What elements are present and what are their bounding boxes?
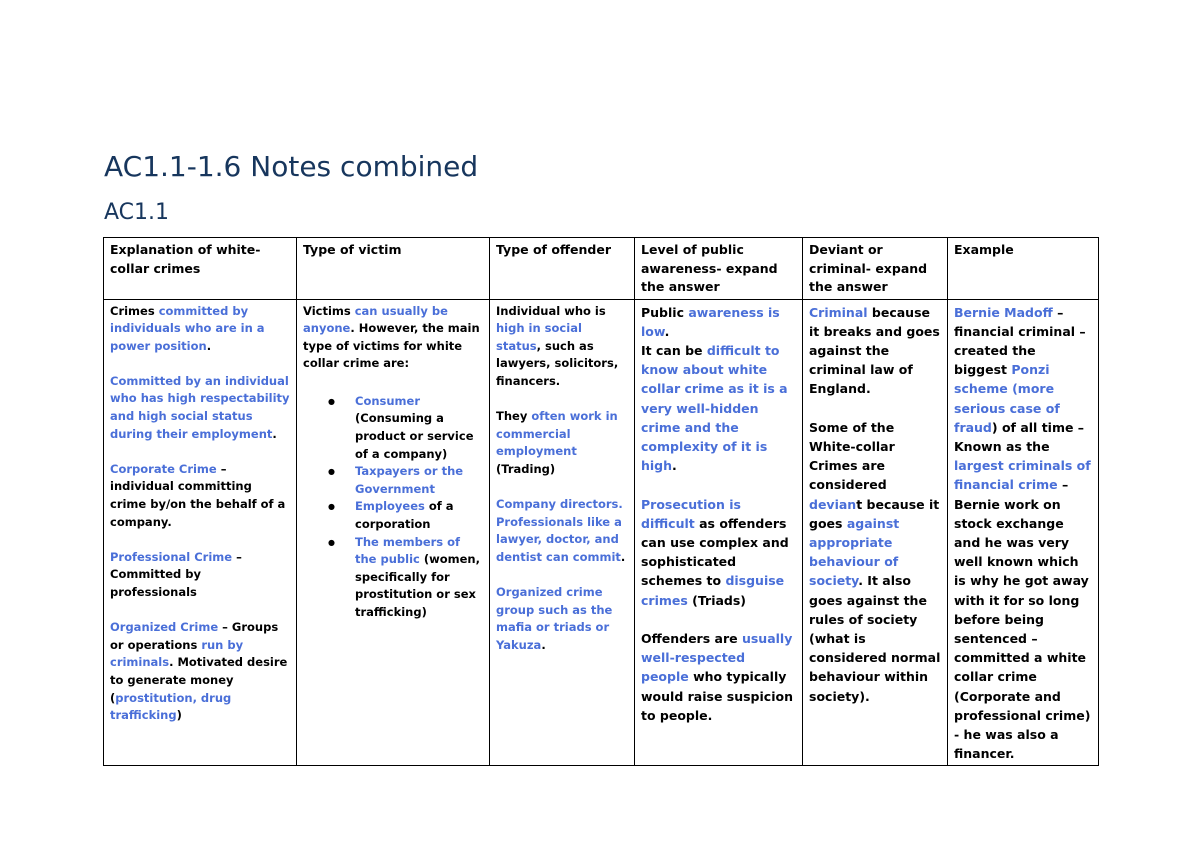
text-run: . xyxy=(672,458,677,474)
highlight-text: can usually be anyone xyxy=(303,303,448,336)
explanation-paragraph xyxy=(110,619,290,725)
highlight-text: committed by individuals who are in a power position xyxy=(110,303,265,353)
offender-paragraph xyxy=(496,496,628,566)
explanation-paragraph xyxy=(110,549,290,602)
text-run: It can be xyxy=(641,342,707,358)
text-run: – financial criminal – created the biggest xyxy=(954,304,1086,378)
highlight-text: Ponzi scheme (more serious case of fraud xyxy=(954,362,1060,435)
list-item xyxy=(355,534,483,622)
text-run: . xyxy=(620,549,626,564)
victim-list xyxy=(303,393,483,622)
text-run: ) of all time – Known as the xyxy=(954,419,1085,454)
table-row xyxy=(104,299,1099,766)
text-run: because it breaks and goes against the criminal law of England. xyxy=(809,304,940,397)
deviant-paragraph xyxy=(809,418,941,706)
text-run: They xyxy=(496,409,532,424)
text-run: ) xyxy=(176,708,182,723)
header-explanation: Explanation of white-collar crimes xyxy=(104,238,297,300)
explanation-paragraph xyxy=(110,303,290,356)
header-type-of-victim: Type of victim xyxy=(297,238,490,300)
highlight-text: Professional Crime xyxy=(110,549,233,564)
header-type-of-offender: Type of offender xyxy=(490,238,635,300)
highlight-text: against appropriate behaviour of society xyxy=(809,515,900,589)
highlight-text: Criminal xyxy=(809,304,868,320)
highlight-text: Corporate Crime xyxy=(110,461,217,476)
cell-type-of-offender xyxy=(490,299,635,766)
text-run: – Bernie work on stock exchange and he was very well known which is why he got away with it for so long before being sentenced – committed a white collar crime (Corporate and professional crime) - he was also a financer. xyxy=(954,477,1091,762)
highlight-text: prostitution, drug trafficking xyxy=(110,690,232,723)
text-run: , such as lawyers, solicitors, financers. xyxy=(496,338,619,388)
list-item xyxy=(355,393,483,463)
header-public-awareness: Level of public awareness- expand the answer xyxy=(635,238,803,300)
highlight-text: The members of the public xyxy=(355,534,461,567)
highlight-text: Employees xyxy=(355,499,425,514)
highlight-text: Prosecution is difficult xyxy=(641,496,741,531)
text-run: Offenders are xyxy=(641,630,742,646)
text-run: – Groups or operations xyxy=(110,620,279,652)
text-run: . xyxy=(272,426,277,441)
notes-table xyxy=(103,237,1099,766)
cell-deviant-or-criminal xyxy=(803,299,948,766)
highlight-text: difficult to know about white collar crime as it is a very well-hidden crime and the complexity of it is high xyxy=(641,342,788,474)
text-run: Public xyxy=(641,304,689,320)
awareness-paragraph xyxy=(641,495,796,610)
text-run: . Motivated desire to generate money ( xyxy=(110,655,288,705)
document-title: AC1.1-1.6 Notes combined xyxy=(104,150,479,183)
highlight-text: disguise crimes xyxy=(641,573,785,608)
deviant-paragraph xyxy=(809,303,941,399)
highlight-text: high in social status xyxy=(496,321,582,353)
highlight-text: Committed by an individual who has high respectability and high social status during their employment xyxy=(110,373,290,441)
explanation-paragraph xyxy=(110,373,290,443)
highlight-text: largest criminals of financial crime xyxy=(954,458,1091,493)
text-run: as offenders can use complex and sophisticated schemes to xyxy=(641,515,789,589)
cell-example xyxy=(948,299,1099,766)
highlight-text: often work in commercial employment xyxy=(496,409,618,459)
highlight-text: run by criminals xyxy=(110,637,244,670)
text-run: . However, the main type of victims for white collar crime are: xyxy=(303,321,480,371)
highlight-text: Bernie Madoff xyxy=(954,304,1053,320)
offender-paragraph xyxy=(496,303,628,391)
victim-paragraph xyxy=(303,303,483,373)
text-run: – Committed by professionals xyxy=(110,549,242,599)
text-run: (Triads) xyxy=(687,592,747,608)
highlight-text: devian xyxy=(809,496,857,512)
text-run: – individual committing crime by/on the behalf of a company. xyxy=(110,461,286,529)
highlight-text: Consumer xyxy=(355,393,421,408)
text-run: . xyxy=(206,338,212,353)
text-run: who typically would raise suspicion to people. xyxy=(641,669,793,723)
explanation-paragraph xyxy=(110,461,290,531)
text-run: of a corporation xyxy=(355,499,454,532)
text-run: . xyxy=(664,323,670,339)
highlight-text: Organized Crime xyxy=(110,620,219,635)
awareness-paragraph xyxy=(641,303,796,476)
text-run: t because it goes xyxy=(809,496,940,531)
text-run: Crimes xyxy=(110,303,159,318)
section-heading: AC1.1 xyxy=(104,200,170,225)
text-run: . It also goes against the rules of society (what is considered normal behaviour within society). xyxy=(809,573,941,704)
text-run: . xyxy=(541,637,546,652)
text-run: Individual who is xyxy=(496,303,606,318)
header-example: Example xyxy=(948,238,1099,300)
highlight-text: usually well-respected people xyxy=(641,630,793,685)
example-paragraph xyxy=(954,303,1092,764)
highlight-text: awareness is low xyxy=(641,304,780,339)
table-header-row xyxy=(104,238,1099,300)
awareness-paragraph xyxy=(641,629,796,725)
text-run: Victims xyxy=(303,303,355,318)
header-deviant-or-criminal: Deviant or criminal- expand the answer xyxy=(803,238,948,300)
text-run: Some of the White-collar Crimes are considered xyxy=(809,419,895,493)
cell-type-of-victim xyxy=(297,299,490,766)
list-item xyxy=(355,498,483,533)
highlight-text: Company directors. Professionals like a lawyer, doctor, and dentist can commit xyxy=(496,497,623,564)
list-item xyxy=(355,463,483,498)
text-run: (Consuming a product or service of a company) xyxy=(355,411,474,461)
text-run: (women, specifically for prostitution or sex trafficking) xyxy=(355,552,480,619)
cell-explanation xyxy=(104,299,297,766)
offender-paragraph xyxy=(496,584,628,654)
highlight-text: Taxpayers or the Government xyxy=(355,464,464,496)
offender-paragraph xyxy=(496,408,628,478)
highlight-text: Organized crime group such as the mafia or triads or Yakuza xyxy=(496,585,613,652)
cell-public-awareness xyxy=(635,299,803,766)
text-run: (Trading) xyxy=(496,461,556,476)
